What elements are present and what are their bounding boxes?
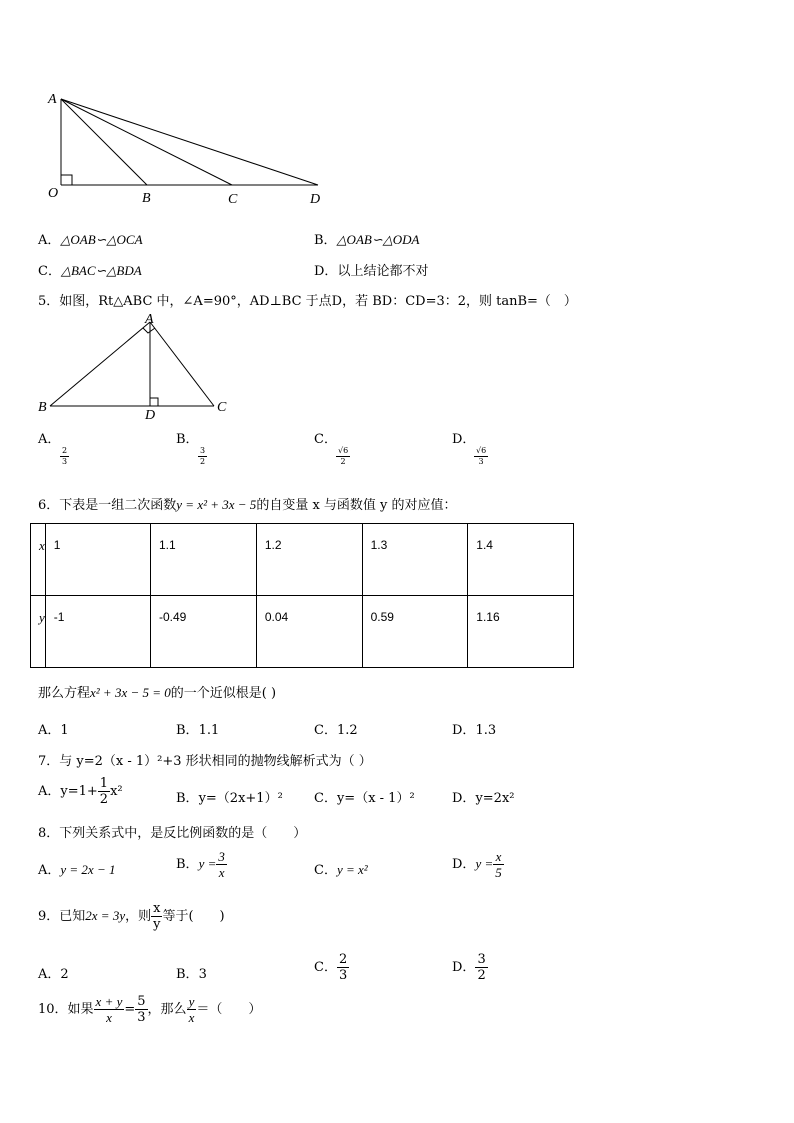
q5-option-d[interactable]: D． $\frac{√6}{3}$	[452, 432, 487, 466]
q6-option-a[interactable]: A．1	[38, 723, 69, 738]
q7-option-d[interactable]: D．y=2x²	[452, 791, 515, 806]
q6-stem: 6．下表是一组二次函数y = x² + 3x − 5的自变量 x 与函数值 y 的对应值：	[38, 497, 457, 513]
table-cell: 0.04	[256, 596, 362, 668]
table-cell: 1.2	[256, 524, 362, 596]
q6-option-d[interactable]: D．1.3	[452, 723, 497, 738]
q4-option-a[interactable]: A．△OAB∽△OCA	[38, 232, 143, 248]
figure-right-triangle-abc	[30, 310, 240, 422]
table-cell: 1.1	[151, 524, 257, 596]
q9-option-a[interactable]: A．2	[38, 967, 69, 982]
q4-option-b[interactable]: B．△OAB∽△ODA	[314, 232, 420, 248]
q7-stem: 7．与 y=2（x - 1）²+3 形状相同的抛物线解析式为（ ）	[38, 754, 372, 769]
table-row	[31, 524, 574, 596]
q6-option-c[interactable]: C．1.2	[314, 723, 358, 738]
fig1-label-c: C	[228, 192, 238, 207]
fig1-label-d: D	[310, 192, 321, 207]
q7-option-c[interactable]: C．y=（x - 1）²	[314, 791, 415, 806]
table-cell: 1.3	[362, 524, 468, 596]
table-cell: 1.16	[468, 596, 574, 668]
table-cell: 1.4	[468, 524, 574, 596]
q7-option-a[interactable]: A．y=1+ $\frac{1}{2}$ x²	[38, 776, 123, 807]
fig2-label-b: B	[38, 400, 47, 415]
fig1-label-a: A	[48, 92, 57, 107]
q10-stem: 10．如果 $\frac{x + y}{x}$ = $\frac{5}{3}$ ，那么 $\frac{y}{x}$ ＝（ ）	[38, 994, 262, 1025]
fig2-label-a: A	[145, 312, 154, 327]
q9-option-d[interactable]: D． $\frac{3}{2}$	[452, 952, 486, 983]
table-cell: x	[31, 524, 46, 596]
q7-option-b[interactable]: B．y=（2x+1）²	[176, 791, 283, 806]
table-cell: y	[31, 596, 46, 668]
fig2-label-c: C	[217, 400, 227, 415]
table-cell: -1	[45, 596, 150, 668]
fig1-label-b: B	[142, 191, 151, 206]
q8-option-a[interactable]: A．y = 2x − 1	[38, 862, 116, 878]
q4-option-d[interactable]: D．以上结论都不对	[314, 264, 429, 279]
q8-stem: 8．下列关系式中，是反比例函数的是（ ）	[38, 826, 307, 841]
table-cell: -0.49	[151, 596, 257, 668]
q9-option-c[interactable]: C． $\frac{2}{3}$	[314, 952, 348, 983]
q8-option-d[interactable]: D．y = $\frac{x}{5}$	[452, 849, 502, 880]
fig1-label-o: O	[48, 186, 59, 201]
table-cell: 1	[45, 524, 150, 596]
q6-followup: 那么方程x² + 3x − 5 = 0的一个近似根是( )	[38, 685, 277, 701]
table-row	[31, 596, 574, 668]
q5-option-b[interactable]: B． $\frac{3}{2}$	[176, 432, 206, 466]
q8-option-b[interactable]: B．y = $\frac{3}{x}$	[176, 849, 225, 880]
figure-triangles-oabcd	[30, 85, 350, 215]
q5-option-a[interactable]: A． $\frac{2}{3}$	[38, 432, 68, 466]
fig2-label-d: D	[145, 408, 156, 422]
q4-option-c[interactable]: C．△BAC∽△BDA	[38, 263, 142, 279]
q5-stem: 5．如图，Rt△ABC 中，∠A=90°，AD⊥BC 于点D，若 BD：CD=3：2，则 tanB=（ ）	[38, 294, 577, 309]
q6-value-table	[30, 523, 574, 668]
q8-option-c[interactable]: C．y = x²	[314, 862, 368, 878]
table-cell: 0.59	[362, 596, 468, 668]
q9-stem: 9．已知2x = 3y，则 $\frac{x}{y}$ 等于( )	[38, 901, 225, 932]
q6-option-b[interactable]: B．1.1	[176, 723, 220, 738]
q9-option-b[interactable]: B．3	[176, 967, 207, 982]
q5-option-c[interactable]: C． $\frac{√6}{2}$	[314, 432, 349, 466]
